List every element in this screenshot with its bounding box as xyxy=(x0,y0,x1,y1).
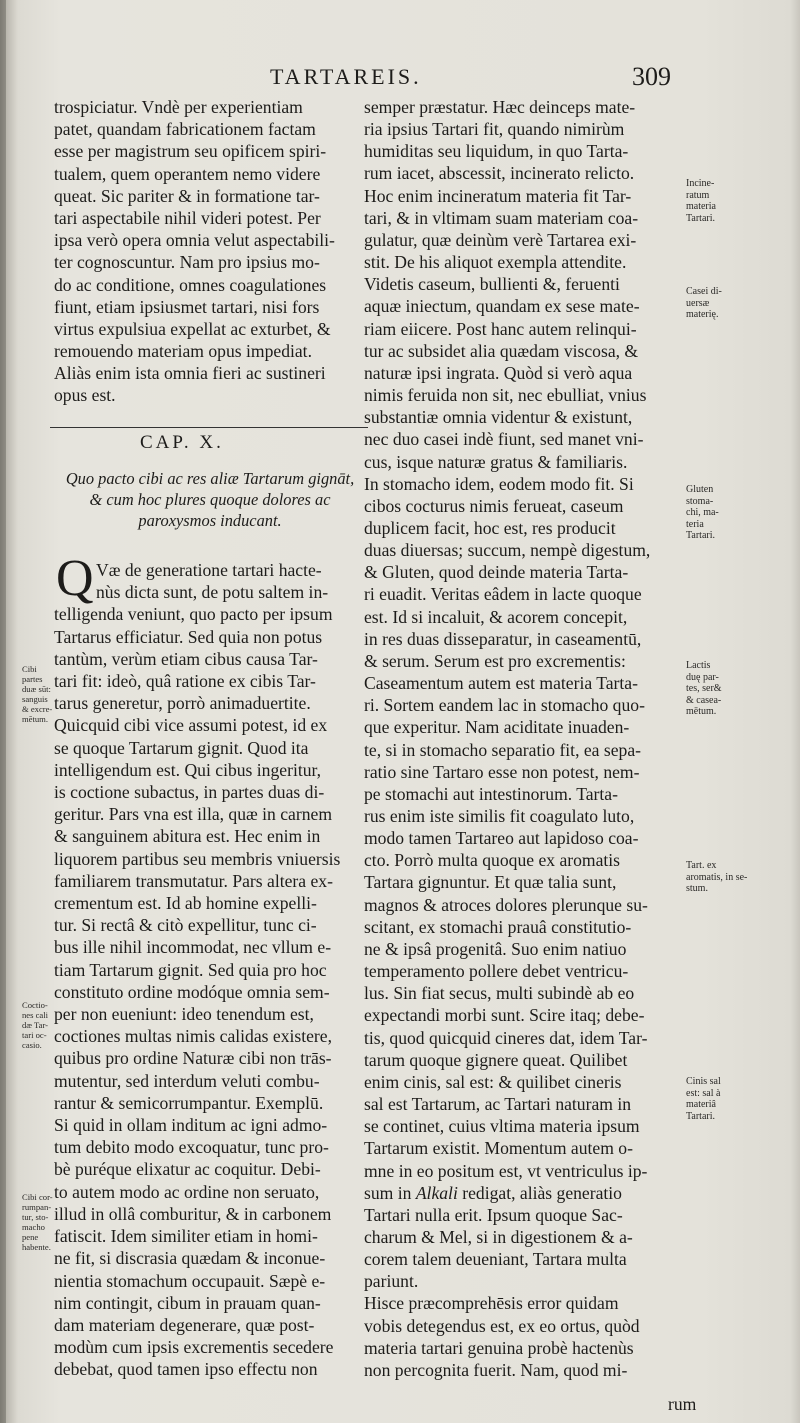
text-line: coctiones multas nimis calidas existere, xyxy=(54,1026,333,1047)
margin-note-line: Tartari. xyxy=(686,212,716,224)
margin-note xyxy=(686,286,796,321)
margin-note-line: teria xyxy=(686,518,704,530)
text-line: fiunt, etiam ipsiusmet tartari, nisi fors xyxy=(54,296,320,317)
left-column-body xyxy=(54,559,366,1381)
text-line: aquæ iniectum, quandam ex sese mate- xyxy=(364,296,640,317)
margin-note-line: Incine- xyxy=(686,178,715,189)
text-line: tari fit: ideò, quâ ratione ex cibis Tar- xyxy=(54,671,316,692)
margin-note-line: Cibi xyxy=(22,664,37,674)
text-line: expectandi morbi sunt. Scire itaq; debe- xyxy=(364,1005,645,1026)
text-line: charum & Mel, si in digestionem & a- xyxy=(364,1226,633,1247)
margin-note-line: macho xyxy=(22,1222,45,1232)
text-line: fatiscit. Idem similiter etiam in homi- xyxy=(54,1226,318,1247)
text-line: se continet, cuius vltima materia ipsum xyxy=(364,1116,640,1137)
text-line: Si quid in ollam inditum ac igni admo- xyxy=(54,1115,328,1136)
text-line: tualem, quem operantem nemo videre xyxy=(54,163,321,184)
text-line: ipsa verò opera omnia velut aspectabili- xyxy=(54,230,335,251)
text-line: Væ de generatione tartari hacte- xyxy=(96,560,322,580)
margin-note-line: rumpan- xyxy=(22,1202,52,1212)
text-line: ter cognoscuntur. Nam pro ipsius mo- xyxy=(54,252,320,273)
section-rule xyxy=(50,427,368,428)
text-line: nec duo casei indè fiunt, sed manet vni- xyxy=(364,429,644,450)
text-line: tur ac subsidet alia quædam viscosa, & xyxy=(364,340,639,361)
margin-note-line: duæ sūt: xyxy=(22,684,51,694)
page-header xyxy=(0,62,800,96)
text-line: nientia stomachum occupauit. Sæpè e- xyxy=(54,1270,326,1291)
text-line: duplicem facit, hoc est, res producit xyxy=(364,517,616,538)
text-line: quibus pro ordine Naturæ cibi non trās- xyxy=(54,1048,332,1069)
margin-note-line: pene xyxy=(22,1232,39,1242)
chapter-title-line: & cum hoc plures quoque dolores ac xyxy=(89,490,331,509)
text-line: modùm cum ipsis excrementis secedere xyxy=(54,1337,334,1358)
right-column xyxy=(364,96,684,1381)
margin-note-line: duę par- xyxy=(686,671,719,683)
chapter-number: CAP. X. xyxy=(140,432,224,453)
text-line: Quicquid cibi vice assumi potest, id ex xyxy=(54,715,328,736)
text-line: sal est Tartarum, ac Tartari naturam in xyxy=(364,1094,632,1115)
text-line: & sanguinem abitura est. Hec enim in xyxy=(54,826,321,847)
margin-note-line: chi, ma- xyxy=(686,507,719,518)
margin-note-line: partes xyxy=(22,674,43,684)
margin-note-line: tes, ser& xyxy=(686,683,722,694)
text-line: rum iacet, abscessit, incinerato relicto. xyxy=(364,163,635,184)
text-line: illud in ollâ comburitur, & in carbonem xyxy=(54,1203,332,1224)
margin-note-line: aromatis, in se- xyxy=(686,871,748,883)
text-line: Hisce præcomprehēsis error quidam xyxy=(364,1293,619,1314)
margin-note-line: Gluten xyxy=(686,484,714,495)
text-line: esse per magistrum seu opificem spiri- xyxy=(54,141,327,162)
text-line: magnos & atroces dolores plerunque su- xyxy=(364,894,648,915)
text-line: Tartarum existit. Momentum autem o- xyxy=(364,1138,633,1159)
text-line: Hoc enim incineratum materia fit Tar- xyxy=(364,185,632,206)
text-line: modo tamen Tartareo aut lapidoso coa- xyxy=(364,828,639,849)
text-line: per non eueniunt: ideo tenendum est, xyxy=(54,1004,314,1025)
margin-note-line: Coctio- xyxy=(22,1000,48,1010)
margin-note xyxy=(686,178,796,224)
text-line: nùs dicta sunt, de potu saltem in- xyxy=(96,582,329,603)
text-line: scitant, ex stomachi prauâ constitutio- xyxy=(364,916,632,937)
margin-note-line: sanguis xyxy=(22,694,48,704)
text-line: mne in eo positum est, vt ventriculus ip- xyxy=(364,1160,648,1181)
text-line: ri. Sortem eandem lac in stomacho quo- xyxy=(364,695,645,716)
text-line: tantùm, verùm etiam cibus causa Tar- xyxy=(54,648,318,669)
text-line: tari, & in vltimam suam materiam coa- xyxy=(364,207,639,228)
chapter-title xyxy=(54,468,366,531)
text-line: remouendo materiam opus impediat. xyxy=(54,341,312,362)
text-line: se quoque Tartarum gignit. Quod ita xyxy=(54,737,309,758)
text-line: to autem modo ac ordine non seruato, xyxy=(54,1181,320,1202)
margin-note xyxy=(686,484,796,542)
text-line: cus, isque naturæ gratus & familiaris. xyxy=(364,451,628,472)
text-line: materia tartari genuina probè hactenùs xyxy=(364,1337,634,1358)
text-line: Videtis caseum, bullienti &, feruenti xyxy=(364,274,620,295)
text-line: cto. Porrò multa quoque ex aromatis xyxy=(364,850,621,871)
margin-note-line: casio. xyxy=(22,1040,42,1050)
text-line: cibos cocturus nimis ferueat, caseum xyxy=(364,495,624,516)
drop-capital: Q xyxy=(56,550,94,607)
text-line: sum in Alkali redigat, aliàs generatio xyxy=(364,1182,622,1203)
text-line: est. Id si incaluit, & acorem concepit, xyxy=(364,606,628,627)
text-line: intelligendum est. Qui cibus ingeritur, xyxy=(54,759,322,780)
text-line: ratio sine Tartaro esse non potest, nem- xyxy=(364,761,640,782)
text-line: dam materiam degenerare, quæ post- xyxy=(54,1314,315,1335)
text-line: queat. Sic pariter & in formatione tar- xyxy=(54,185,320,206)
margin-note-line: tur, sto- xyxy=(22,1212,49,1222)
text-line: liquorem partibus seu membris vniuersis xyxy=(54,848,341,869)
text-line: vobis detegendus est, ex eo ortus, quòd xyxy=(364,1315,640,1336)
text-line: in res duas disseparatur, in caseamentū, xyxy=(364,628,642,649)
text-line: gulatur, quæ deinùm verè Tartarea exi- xyxy=(364,229,637,250)
margin-note-line: Lactis xyxy=(686,660,711,671)
left-column-top xyxy=(54,96,366,407)
text-line: bè puréque elixatur ac coquitur. Debi- xyxy=(54,1159,321,1180)
margin-note-line: tari oc- xyxy=(22,1030,47,1040)
text-line: tarum quoque gignere queat. Quilibet xyxy=(364,1049,628,1070)
text-line: Tartara gignuntur. Et quæ talia sunt, xyxy=(364,872,617,893)
margin-note-line: ratum xyxy=(686,189,710,201)
text-line: tum debito modo excoquatur, tunc pro- xyxy=(54,1137,329,1158)
margin-note-line: materiâ xyxy=(686,1099,716,1110)
margin-note-line: stum. xyxy=(686,883,708,894)
margin-note-line: uersæ xyxy=(686,297,710,309)
text-line: humiditas seu liquidum, in quo Tarta- xyxy=(364,141,629,162)
margin-note-line: stoma- xyxy=(686,495,714,507)
text-line: tis, quod quicquid cineres dat, idem Tar- xyxy=(364,1027,648,1048)
margin-note xyxy=(686,660,796,718)
text-line: riam eiicere. Post hanc autem relinqui- xyxy=(364,318,637,339)
text-line: lus. Sin fiat secus, multi subindè ab eo xyxy=(364,983,635,1004)
text-line: te, si in stomacho separatio fit, ea sepa- xyxy=(364,739,642,760)
margin-note-line: Tart. ex xyxy=(686,860,717,871)
text-line: ne fit, si discrasia quædam & inconue- xyxy=(54,1248,326,1269)
margin-note-line: Tartari. xyxy=(686,1110,716,1122)
page-number: 309 xyxy=(632,62,671,91)
text-line: crementum est. Id ab homine expelli- xyxy=(54,893,317,914)
text-line: rus enim iste similis fit coagulato luto, xyxy=(364,806,635,826)
running-head: TARTAREIS. xyxy=(270,64,422,89)
text-line: ne & ipsâ progenitâ. Suo enim natiuo xyxy=(364,938,627,959)
text-line: substantiæ omnia videntur & existunt, xyxy=(364,407,633,428)
margin-note-line: Tartari. xyxy=(686,530,716,541)
text-line: In stomacho idem, eodem modo fit. Si xyxy=(364,473,634,494)
text-line: rantur & semicorrumpantur. Exemplū. xyxy=(54,1092,324,1113)
text-line: Aliàs enim ista omnia fieri ac sustineri xyxy=(54,363,326,384)
chapter-title-line: Quo pacto cibi ac res aliæ Tartarum gignāt, xyxy=(65,469,355,488)
margin-note-line: habente. xyxy=(22,1242,51,1252)
text-line: geritur. Pars vna est illa, quæ in carnem xyxy=(54,804,333,825)
margin-note-line: materia xyxy=(686,201,716,212)
margin-note xyxy=(686,1076,796,1122)
text-line: familiarem transmutatur. Pars altera ex- xyxy=(54,870,333,891)
catchword: rum xyxy=(668,1394,697,1414)
text-line: & serum. Serum est pro excrementis: xyxy=(364,650,626,671)
margin-note-line: & excre- xyxy=(22,704,53,714)
text-line: Caseamentum autem est materia Tarta- xyxy=(364,673,638,694)
chapter-title-line: paroxysmos inducant. xyxy=(138,511,282,530)
text-line: que experitur. Nam aciditate inuaden- xyxy=(364,717,630,738)
text-line: tari aspectabile nihil videri potest. Per xyxy=(54,207,321,228)
text-line: temperamento pollere debet ventricu- xyxy=(364,961,629,982)
margin-note xyxy=(22,664,56,724)
text-line: stit. De his aliquot exempla attendite. xyxy=(364,252,627,273)
text-line: non percognita fuerit. Nam, quod mi- xyxy=(364,1359,628,1380)
margin-note-line: dæ Tar- xyxy=(22,1020,49,1030)
text-line: is coctione subactus, in partes duas di- xyxy=(54,782,325,803)
text-line: enim cinis, sal est: & quilibet cineris xyxy=(364,1071,622,1092)
margin-note xyxy=(22,1192,56,1252)
text-line: nim contingit, cibum in prauam quan- xyxy=(54,1292,321,1313)
text-line: opus est. xyxy=(54,385,116,406)
margin-note xyxy=(22,1000,56,1050)
text-line: pe stomachi aut intestinorum. Tarta- xyxy=(364,783,618,804)
text-line: Tartarus efficiatur. Sed quia non potus xyxy=(54,626,323,647)
text-line: & Gluten, quod deinde materia Tarta- xyxy=(364,562,629,583)
text-line: trospiciatur. Vndè per experientiam xyxy=(54,97,303,117)
text-line: mutentur, sed interdum veluti combu- xyxy=(54,1070,320,1091)
text-line: do ac conditione, omnes coagulationes xyxy=(54,274,327,295)
margin-note-line: Cibi cor- xyxy=(22,1192,53,1202)
text-line: semper præstatur. Hæc deinceps mate- xyxy=(364,97,636,117)
text-line: tarus generetur, porrò animaduertite. xyxy=(54,693,311,714)
margin-note-line: nes cali xyxy=(22,1010,49,1020)
text-line: tur. Si rectâ & citò expellitur, tunc ci- xyxy=(54,915,317,936)
text-line: constituto ordine modóque omnia sem- xyxy=(54,981,330,1002)
margin-note xyxy=(686,860,796,895)
margin-note-line: materię. xyxy=(686,309,719,320)
margin-note-line: Cinis sal xyxy=(686,1076,721,1087)
text-line: patet, quandam fabricationem factam xyxy=(54,119,316,140)
text-line: pariunt. xyxy=(364,1271,419,1292)
text-line: corem talem deueniant, Tartara multa xyxy=(364,1249,627,1270)
margin-note-line: mētum. xyxy=(22,714,49,724)
text-line: nimis feruida non sit, nec ebulliat, vnius xyxy=(364,385,647,406)
text-line: duas diuersas; succum, nempè digestum, xyxy=(364,540,651,561)
margin-note-line: est: sal à xyxy=(686,1087,721,1099)
text-line: ri euadit. Veritas eâdem in lacte quoque xyxy=(364,584,642,605)
text-line: Tartari nulla erit. Ipsum quoque Sac- xyxy=(364,1204,623,1225)
text-line: telligenda veniunt, quo pacto per ipsum xyxy=(54,604,333,625)
text-line: bus ille nihil incommodat, nec vllum e- xyxy=(54,937,332,958)
text-line: ria ipsius Tartari fit, quando nimirùm xyxy=(364,119,625,140)
text-line: tiam Tartarum gignit. Sed quia pro hoc xyxy=(54,959,327,980)
margin-note-line: & casea- xyxy=(686,694,722,706)
margin-note-line: Casei di- xyxy=(686,286,722,297)
text-line: naturæ ipsi ingrata. Quòd si verò aqua xyxy=(364,362,633,383)
page-gutter-shadow xyxy=(0,0,6,1423)
margin-note-line: mētum. xyxy=(686,706,717,717)
text-line: debebat, quod tamen ipso effectu non xyxy=(54,1359,318,1380)
text-line: virtus expulsiua expellat ac exturbet, & xyxy=(54,318,331,339)
